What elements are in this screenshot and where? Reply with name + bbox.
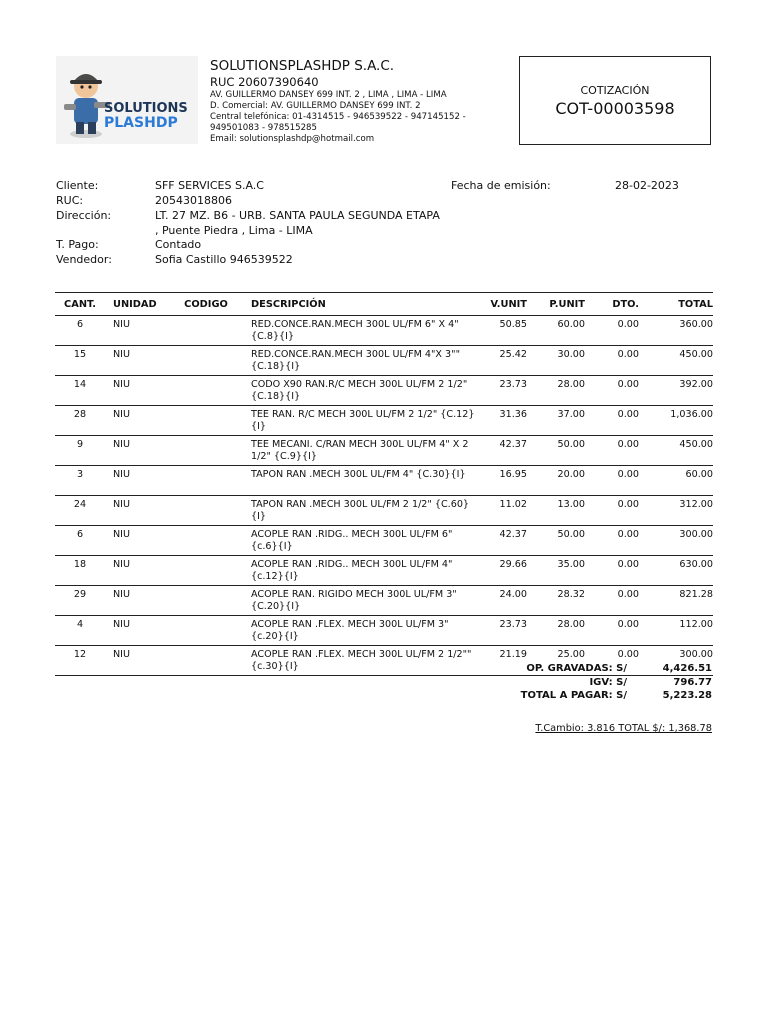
cell-unidad: NIU — [105, 496, 169, 526]
client-label: Cliente: — [56, 179, 99, 192]
cell-total: 450.00 — [639, 346, 713, 376]
cell-cant: 3 — [55, 466, 105, 496]
cell-punit: 25.00 — [527, 646, 585, 676]
table-row — [55, 616, 713, 646]
cell-vunit: 23.73 — [477, 376, 527, 406]
cell-punit: 28.32 — [527, 586, 585, 616]
cell-descripcion: TEE MECANI. C/RAN MECH 300L UL/FM 4" X 2 1/2" {C.9}{I} — [243, 436, 477, 466]
cell-total: 1,036.00 — [639, 406, 713, 436]
client-name: SFF SERVICES S.A.C — [155, 179, 264, 192]
cell-dto: 0.00 — [585, 346, 639, 376]
cell-codigo — [169, 376, 243, 406]
cell-unidad: NIU — [105, 316, 169, 346]
cell-cant: 6 — [55, 316, 105, 346]
cell-cant: 4 — [55, 616, 105, 646]
quote-number-box — [519, 56, 711, 145]
cell-dto: 0.00 — [585, 376, 639, 406]
totals-row-igv — [470, 676, 712, 690]
cell-cant: 12 — [55, 646, 105, 676]
cell-total: 392.00 — [639, 376, 713, 406]
cell-descripcion: TAPON RAN .MECH 300L UL/FM 2 1/2" {C.60}{I} — [243, 496, 477, 526]
total-value: 5,223.28 — [662, 690, 712, 701]
issue-date: 28-02-2023 — [615, 179, 679, 192]
cell-total: 450.00 — [639, 436, 713, 466]
cell-codigo — [169, 346, 243, 376]
company-phones: Central telefónica: 01-4314515 - 946539522 - 947145152 - 949501083 - 978515285 — [210, 112, 466, 133]
cell-punit: 28.00 — [527, 376, 585, 406]
table-row — [55, 436, 713, 466]
cell-codigo — [169, 646, 243, 676]
header-dto: DTO. — [585, 293, 639, 316]
cell-punit: 30.00 — [527, 346, 585, 376]
cell-codigo — [169, 586, 243, 616]
cell-descripcion: TEE RAN. R/C MECH 300L UL/FM 2 1/2" {C.12}{I} — [243, 406, 477, 436]
logo-text-2: PLASHDP — [104, 115, 178, 131]
igv-value: 796.77 — [673, 676, 712, 688]
cell-vunit: 16.95 — [477, 466, 527, 496]
cell-total: 360.00 — [639, 316, 713, 346]
cell-total: 60.00 — [639, 466, 713, 496]
cell-codigo — [169, 526, 243, 556]
logo-text-1: SOLUTIONS — [104, 101, 188, 116]
cell-descripcion: ACOPLE RAN .FLEX. MECH 300L UL/FM 3"{c.20}{I} — [243, 616, 477, 646]
cell-dto: 0.00 — [585, 616, 639, 646]
cell-unidad: NIU — [105, 436, 169, 466]
cell-dto: 0.00 — [585, 406, 639, 436]
cell-total: 821.28 — [639, 586, 713, 616]
cell-punit: 28.00 — [527, 616, 585, 646]
cell-total: 300.00 — [639, 526, 713, 556]
table-row — [55, 316, 713, 346]
cell-punit: 13.00 — [527, 496, 585, 526]
company-name: SOLUTIONSPLASHDP S.A.C. — [210, 58, 395, 74]
cell-descripcion: ACOPLE RAN .FLEX. MECH 300L UL/FM 2 1/2""{c.30}{I} — [243, 646, 477, 676]
cell-vunit: 50.85 — [477, 316, 527, 346]
cell-codigo — [169, 556, 243, 586]
header-cant: CANT. — [55, 293, 105, 316]
client-ruc-label: RUC: — [56, 194, 84, 207]
cell-dto: 0.00 — [585, 586, 639, 616]
document-number: COT-00003598 — [555, 99, 675, 118]
table-header-row — [55, 293, 713, 316]
cell-cant: 28 — [55, 406, 105, 436]
cell-vunit: 24.00 — [477, 586, 527, 616]
header-vunit: V.UNIT — [477, 293, 527, 316]
header-punit: P.UNIT — [527, 293, 585, 316]
cell-dto: 0.00 — [585, 436, 639, 466]
table-row — [55, 376, 713, 406]
cell-vunit: 42.37 — [477, 526, 527, 556]
cell-cant: 14 — [55, 376, 105, 406]
table-row — [55, 346, 713, 376]
cell-vunit: 21.19 — [477, 646, 527, 676]
cell-cant: 29 — [55, 586, 105, 616]
cell-codigo — [169, 466, 243, 496]
table-row — [55, 586, 713, 616]
header-total: TOTAL — [639, 293, 713, 316]
cell-descripcion: RED.CONCE.RAN.MECH 300L UL/FM 4"X 3""{C.18}{I} — [243, 346, 477, 376]
cell-vunit: 31.36 — [477, 406, 527, 436]
cell-codigo — [169, 616, 243, 646]
cell-codigo — [169, 406, 243, 436]
cell-punit: 35.00 — [527, 556, 585, 586]
table-row — [55, 496, 713, 526]
cell-total: 630.00 — [639, 556, 713, 586]
items-table — [55, 292, 713, 676]
cell-unidad: NIU — [105, 346, 169, 376]
cell-descripcion: ACOPLE RAN .RIDG.. MECH 300L UL/FM 4"{c.12}{I} — [243, 556, 477, 586]
table-row — [55, 406, 713, 436]
cell-dto: 0.00 — [585, 316, 639, 346]
cell-descripcion: TAPON RAN .MECH 300L UL/FM 4" {C.30}{I} — [243, 466, 477, 496]
cell-punit: 20.00 — [527, 466, 585, 496]
cell-dto: 0.00 — [585, 556, 639, 586]
document-type: COTIZACIÓN — [580, 84, 650, 97]
header-descripcion: DESCRIPCIÓN — [243, 293, 477, 316]
client-address-label: Dirección: — [56, 209, 112, 222]
cell-unidad: NIU — [105, 556, 169, 586]
company-address: AV. GUILLERMO DANSEY 699 INT. 2 , LIMA , LIMA - LIMA — [210, 90, 447, 100]
company-logo — [56, 56, 198, 144]
cell-cant: 18 — [55, 556, 105, 586]
cell-codigo — [169, 436, 243, 466]
payment-label: T. Pago: — [56, 238, 99, 251]
cell-cant: 24 — [55, 496, 105, 526]
client-ruc: 20543018806 — [155, 194, 232, 207]
cell-cant: 9 — [55, 436, 105, 466]
cell-punit: 50.00 — [527, 436, 585, 466]
cell-vunit: 42.37 — [477, 436, 527, 466]
cell-unidad: NIU — [105, 406, 169, 436]
cell-vunit: 25.42 — [477, 346, 527, 376]
cell-punit: 50.00 — [527, 526, 585, 556]
table-row — [55, 526, 713, 556]
cell-total: 312.00 — [639, 496, 713, 526]
seller-label: Vendedor: — [56, 253, 112, 266]
cell-unidad: NIU — [105, 646, 169, 676]
gravadas-label: OP. GRAVADAS: S/ — [526, 663, 627, 674]
cell-punit: 37.00 — [527, 406, 585, 436]
cell-dto: 0.00 — [585, 526, 639, 556]
company-info — [210, 58, 515, 145]
table-row — [55, 556, 713, 586]
mascot-logo-icon — [56, 56, 198, 144]
cell-unidad: NIU — [105, 466, 169, 496]
cell-cant: 15 — [55, 346, 105, 376]
totals-row-total — [470, 689, 712, 703]
cell-dto: 0.00 — [585, 646, 639, 676]
cell-descripcion: RED.CONCE.RAN.MECH 300L UL/FM 6" X 4" {C.8}{I} — [243, 316, 477, 346]
header-codigo: CODIGO — [169, 293, 243, 316]
total-label: TOTAL A PAGAR: S/ — [520, 690, 627, 701]
cell-unidad: NIU — [105, 376, 169, 406]
header-unidad: UNIDAD — [105, 293, 169, 316]
cell-descripcion: ACOPLE RAN .RIDG.. MECH 300L UL/FM 6"{c.6}{I} — [243, 526, 477, 556]
gravadas-value: 4,426.51 — [662, 663, 712, 674]
company-commercial-address: D. Comercial: AV. GUILLERMO DANSEY 699 INT. 2 — [210, 101, 421, 111]
cell-unidad: NIU — [105, 616, 169, 646]
totals-block — [470, 662, 712, 703]
totals-row-gravadas — [470, 662, 712, 676]
cell-descripcion: ACOPLE RAN. RIGIDO MECH 300L UL/FM 3" {C.20}{I} — [243, 586, 477, 616]
cell-vunit: 29.66 — [477, 556, 527, 586]
cell-codigo — [169, 316, 243, 346]
client-address: LT. 27 MZ. B6 - URB. SANTA PAULA SEGUNDA ETAPA , Puente Piedra , Lima - LIMA — [155, 209, 440, 237]
cell-dto: 0.00 — [585, 466, 639, 496]
issue-date-label: Fecha de emisión: — [451, 179, 551, 192]
cell-punit: 60.00 — [527, 316, 585, 346]
cell-total: 300.00 — [639, 646, 713, 676]
payment-type: Contado — [155, 238, 202, 251]
company-email: Email: solutionsplashdp@hotmail.com — [210, 134, 375, 144]
cell-descripcion: CODO X90 RAN.R/C MECH 300L UL/FM 2 1/2" {C.18}{I} — [243, 376, 477, 406]
items-body — [55, 316, 713, 676]
igv-label: IGV: S/ — [589, 676, 627, 688]
exchange-rate — [470, 723, 712, 734]
cell-codigo — [169, 496, 243, 526]
cell-unidad: NIU — [105, 526, 169, 556]
company-ruc: RUC 20607390640 — [210, 75, 319, 89]
seller: Sofia Castillo 946539522 — [155, 253, 293, 266]
cell-cant: 6 — [55, 526, 105, 556]
exchange-rate-text: T.Cambio: 3.816 TOTAL $/: 1,368.78 — [535, 723, 712, 734]
cell-vunit: 11.02 — [477, 496, 527, 526]
cell-dto: 0.00 — [585, 496, 639, 526]
cell-unidad: NIU — [105, 586, 169, 616]
table-row — [55, 466, 713, 496]
cell-vunit: 23.73 — [477, 616, 527, 646]
cell-total: 112.00 — [639, 616, 713, 646]
